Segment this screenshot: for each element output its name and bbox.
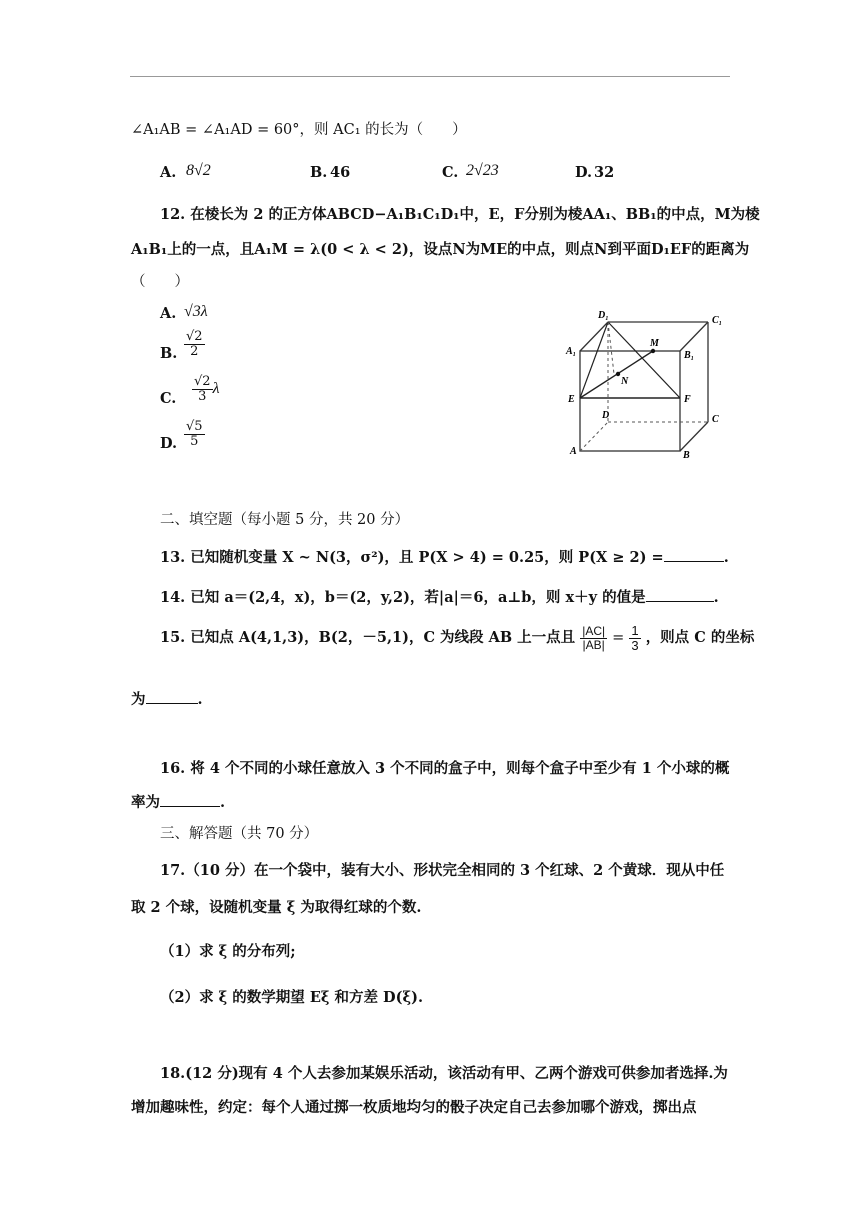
q12-option-d-label: D. bbox=[160, 435, 178, 452]
q16-end: . bbox=[220, 794, 226, 811]
label-f: F bbox=[684, 394, 691, 405]
cube-figure bbox=[558, 306, 728, 470]
q12-option-c bbox=[192, 375, 220, 403]
label-d1: D₁ bbox=[598, 310, 609, 321]
q11-option-b: 46 bbox=[330, 164, 351, 181]
q11-option-c: 2√23 bbox=[466, 162, 499, 179]
q12-option-b-num: √2 bbox=[186, 329, 203, 344]
q12-option-d-num: √5 bbox=[186, 419, 203, 434]
label-d: D bbox=[602, 410, 610, 421]
label-c1: C₁ bbox=[712, 315, 723, 326]
label-a: A bbox=[570, 446, 577, 457]
q16-line-2 bbox=[131, 791, 225, 812]
q18-line-1: 18.(12 分)现有 4 个人去参加某娱乐活动，该活动有甲、乙两个游戏可供参加者选择.为 bbox=[160, 1065, 728, 1082]
label-b1: B₁ bbox=[684, 350, 695, 361]
q13-text: 13. 已知随机变量 X ~ N(3，σ²)，且 P(X > 4) = 0.25，则 P(X ≥ 2) = bbox=[160, 549, 664, 566]
q15-eq: = bbox=[612, 630, 625, 647]
q12-line-3: （ ） bbox=[131, 274, 189, 290]
q11-option-d: 32 bbox=[594, 164, 615, 181]
q13-blank[interactable] bbox=[664, 547, 724, 562]
q11-condition: ∠A₁AB = ∠A₁AD = 60°，则 AC₁ 的长为（ ） bbox=[131, 122, 467, 138]
q15-frac-den: |AB| bbox=[582, 637, 605, 652]
q14-blank[interactable] bbox=[646, 587, 714, 602]
q14 bbox=[160, 586, 719, 607]
label-c: C bbox=[712, 414, 719, 425]
q15-blank[interactable] bbox=[146, 689, 198, 704]
q12-option-b-den: 2 bbox=[190, 343, 199, 359]
q11-option-b-label: B. bbox=[310, 164, 328, 181]
q12-option-a-label: A. bbox=[160, 305, 177, 322]
q16-line-1: 16. 将 4 个不同的小球任意放入 3 个不同的盒子中，则每个盒子中至少有 1 个小球的概 bbox=[160, 760, 730, 777]
q15-ratio-den: 3 bbox=[631, 637, 639, 653]
q11-option-d-label: D. bbox=[575, 164, 593, 181]
q12-line-2: A₁B₁上的一点，且A₁M = λ(0 < λ < 2)，设点N为ME的中点，则点N到平面D₁EF的距离为 bbox=[131, 241, 750, 258]
header-rule bbox=[130, 76, 730, 77]
label-a1: A₁ bbox=[566, 346, 577, 357]
q17-sub-2: （2）求 ξ 的数学期望 Eξ 和方差 D(ξ). bbox=[160, 989, 423, 1006]
q15-line-2-text: 为 bbox=[131, 691, 146, 708]
q15-frac-num: |AC| bbox=[582, 624, 606, 639]
q17-line-2: 取 2 个球，设随机变量 ξ 为取得红球的个数. bbox=[131, 899, 422, 916]
q14-end: . bbox=[713, 589, 719, 606]
q12-option-c-num: √2 bbox=[194, 374, 211, 389]
label-e: E bbox=[568, 394, 575, 405]
q15-end: . bbox=[197, 691, 203, 708]
q12-option-b-label: B. bbox=[160, 345, 178, 362]
q13-end: . bbox=[723, 549, 729, 566]
q16-line-2-text: 率为 bbox=[131, 794, 160, 811]
q12-option-d bbox=[184, 420, 205, 448]
q16-blank[interactable] bbox=[160, 792, 220, 807]
q12-line-1: 12. 在棱长为 2 的正方体ABCD−A₁B₁C₁D₁中，E，F分别为棱AA₁、BB₁的中点，M为棱 bbox=[160, 206, 760, 223]
q15-line-2 bbox=[131, 688, 203, 709]
q12-option-a: √3λ bbox=[184, 303, 208, 320]
q12-option-c-den: 3 bbox=[198, 388, 207, 404]
q12-option-c-label: C. bbox=[160, 390, 177, 407]
label-b: B bbox=[683, 450, 690, 461]
q15-after: ，则点 C 的坐标 bbox=[645, 629, 755, 647]
q15-line-1 bbox=[160, 624, 754, 652]
q15-text: 15. 已知点 A(4,1,3)，B(2，－5,1)，C 为线段 AB 上一点且 bbox=[160, 629, 576, 647]
q11-option-c-label: C. bbox=[442, 164, 459, 181]
q12-option-c-tail: λ bbox=[212, 380, 220, 398]
label-m: M bbox=[650, 338, 659, 349]
q17-line-1: 17.（10 分）在一个袋中，装有大小、形状完全相同的 3 个红球、2 个黄球．现从中任 bbox=[160, 862, 725, 879]
q12-option-d-den: 5 bbox=[190, 433, 199, 449]
label-n: N bbox=[621, 376, 629, 387]
q12-option-b bbox=[184, 330, 205, 358]
q11-option-a: 8√2 bbox=[186, 162, 211, 179]
q15-ratio-num: 1 bbox=[631, 623, 639, 638]
q17-sub-1: （1）求 ξ 的分布列; bbox=[160, 943, 296, 960]
q11-option-a-label: A. bbox=[160, 164, 177, 181]
q14-text: 14. 已知 a＝(2,4，x)，b＝(2，y,2)，若|a|＝6，a⊥b，则 x＋y 的值是 bbox=[160, 589, 646, 606]
q13 bbox=[160, 546, 729, 567]
section-2-heading: 二、填空题（每小题 5 分，共 20 分） bbox=[160, 512, 410, 528]
section-3-heading: 三、解答题（共 70 分） bbox=[160, 826, 319, 842]
q18-line-2: 增加趣味性，约定：每个人通过掷一枚质地均匀的骰子决定自己去参加哪个游戏，掷出点 bbox=[131, 1099, 697, 1116]
